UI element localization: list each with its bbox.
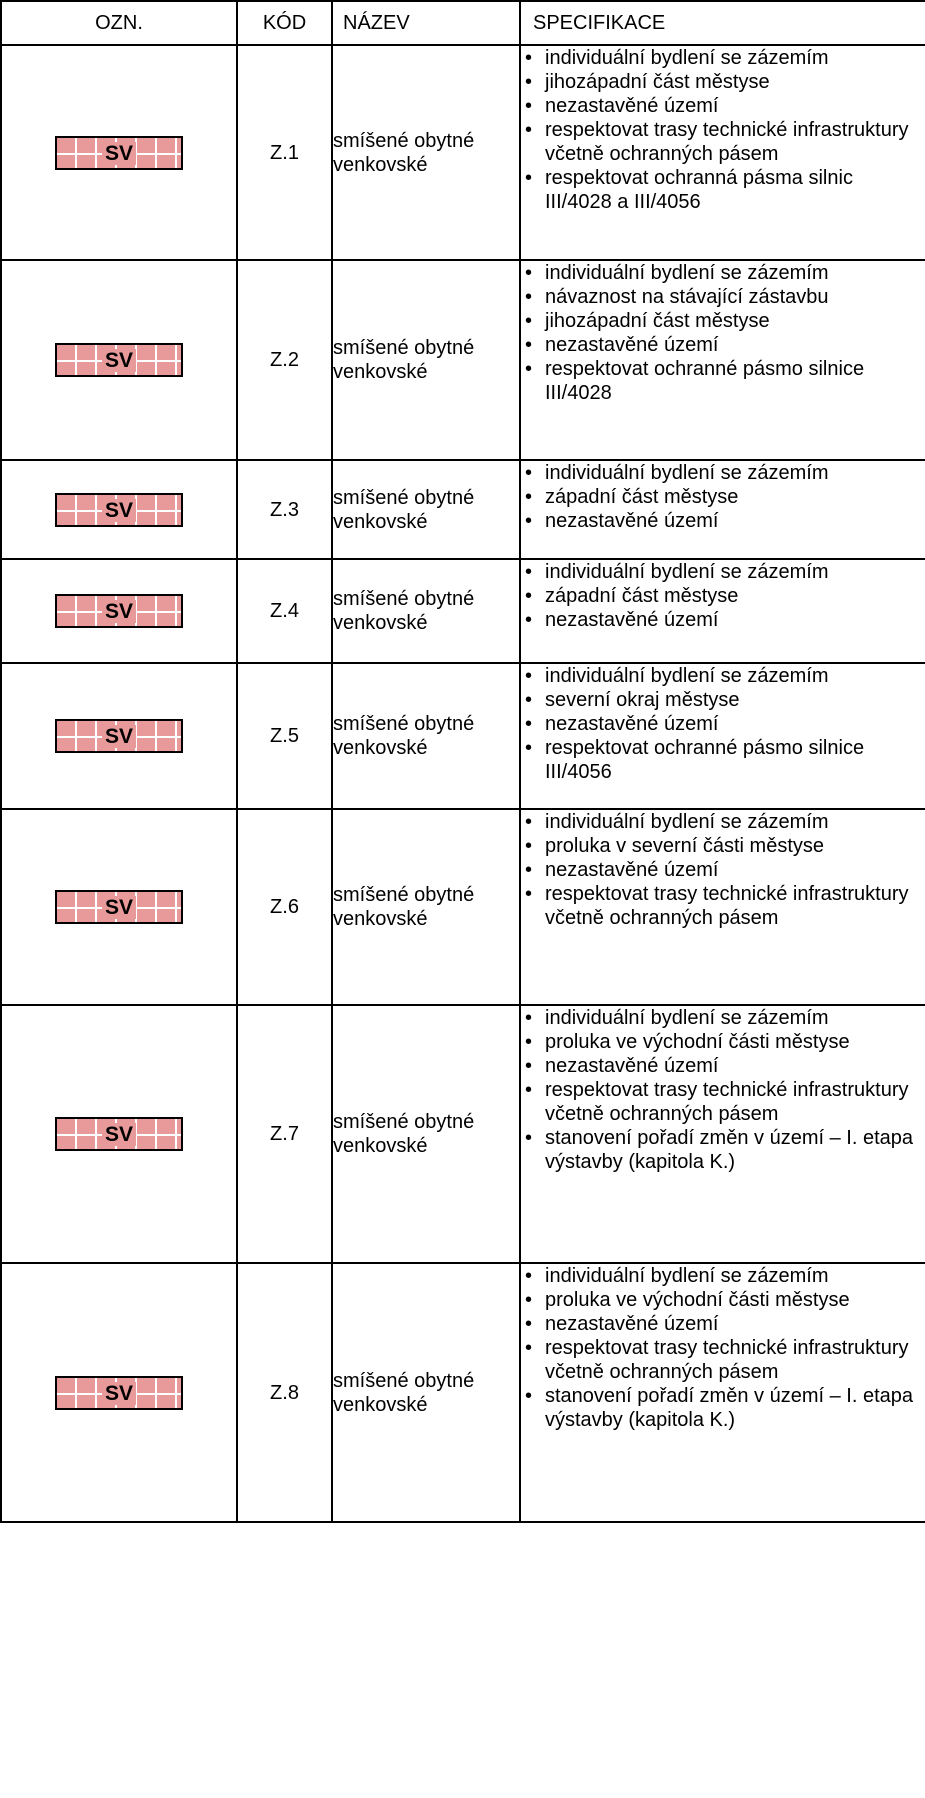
spec-item: • nezastavěné území [521,333,925,357]
spec-item: • individuální bydlení se zázemím [521,810,925,834]
table-body [1,45,925,1522]
zone-symbol-label: SV [102,896,136,919]
spec-item: • proluka ve východní části městyse [521,1288,925,1312]
spec-list [521,1006,925,1174]
ozn-cell [1,809,237,1005]
zone-symbol-badge [55,1117,183,1151]
zone-symbol-badge [55,1376,183,1410]
spec-item: • nezastavěné území [521,1054,925,1078]
spec-item: • nezastavěné území [521,858,925,882]
spec-item: • respektovat trasy technické infrastruktury včetně ochranných pásem [521,1078,925,1126]
kod-cell: Z.4 [237,559,332,663]
ozn-cell [1,663,237,809]
kod-cell: Z.6 [237,809,332,1005]
specifikace-cell [520,1005,925,1263]
zone-symbol-label: SV [102,349,136,372]
spec-item: • jihozápadní část městyse [521,70,925,94]
header-ozn: OZN. [1,1,237,45]
ozn-cell [1,559,237,663]
spec-item: • západní část městyse [521,485,925,509]
table-row [1,809,925,1005]
ozn-cell [1,1005,237,1263]
zone-symbol-badge [55,594,183,628]
zone-symbol-label: SV [102,499,136,522]
spec-item: • individuální bydlení se zázemím [521,1264,925,1288]
spec-item: • individuální bydlení se zázemím [521,560,925,584]
zone-symbol-text [57,1121,181,1149]
zone-symbol-text [57,723,181,751]
spec-item: • návaznost na stávající zástavbu [521,285,925,309]
table-row [1,1263,925,1522]
kod-cell: Z.3 [237,460,332,559]
zone-symbol-text [57,497,181,525]
kod-cell: Z.7 [237,1005,332,1263]
specifikace-cell [520,1263,925,1522]
table-row [1,460,925,559]
specifikace-cell [520,260,925,460]
table-row [1,260,925,460]
spec-item: • stanovení pořadí změn v území – I. etapa výstavby (kapitola K.) [521,1384,925,1432]
zone-symbol-label: SV [102,600,136,623]
zone-symbol-label: SV [102,1123,136,1146]
spec-item: • respektovat ochranné pásmo silnice III/4028 [521,357,925,405]
spec-list [521,46,925,214]
spec-item: • individuální bydlení se zázemím [521,261,925,285]
zone-symbol-badge [55,719,183,753]
nazev-cell: smíšené obytné venkovské [332,663,520,809]
zone-symbol-label: SV [102,142,136,165]
spec-item: • nezastavěné území [521,94,925,118]
nazev-cell: smíšené obytné venkovské [332,460,520,559]
spec-item: • severní okraj městyse [521,688,925,712]
specifikace-cell [520,559,925,663]
spec-item: • individuální bydlení se zázemím [521,46,925,70]
spec-item: • stanovení pořadí změn v území – I. etapa výstavby (kapitola K.) [521,1126,925,1174]
specifikace-cell [520,460,925,559]
kod-cell: Z.8 [237,1263,332,1522]
ozn-cell [1,1263,237,1522]
spec-list [521,560,925,632]
spec-item: • respektovat trasy technické infrastruktury včetně ochranných pásem [521,118,925,166]
zone-symbol-text [57,598,181,626]
ozn-cell [1,460,237,559]
table-row [1,45,925,260]
specifikace-cell [520,663,925,809]
header-row [1,1,925,45]
zone-symbol-text [57,1380,181,1408]
spec-list [521,810,925,930]
zone-symbol-badge [55,343,183,377]
zone-symbol-text [57,347,181,375]
spec-item: • nezastavěné území [521,712,925,736]
spec-list [521,461,925,533]
spec-item: • respektovat trasy technické infrastruktury včetně ochranných pásem [521,1336,925,1384]
nazev-cell: smíšené obytné venkovské [332,260,520,460]
zone-symbol-text [57,894,181,922]
spec-item: • západní část městyse [521,584,925,608]
zone-symbol-badge [55,493,183,527]
spec-list [521,1264,925,1432]
kod-cell: Z.2 [237,260,332,460]
nazev-cell: smíšené obytné venkovské [332,45,520,260]
table-row [1,663,925,809]
nazev-cell: smíšené obytné venkovské [332,809,520,1005]
spec-item: • individuální bydlení se zázemím [521,664,925,688]
spec-item: • nezastavěné území [521,608,925,632]
specifikace-cell [520,809,925,1005]
zone-symbol-label: SV [102,725,136,748]
nazev-cell: smíšené obytné venkovské [332,1263,520,1522]
spec-item: • jihozápadní část městyse [521,309,925,333]
spec-item: • individuální bydlení se zázemím [521,1006,925,1030]
spec-item: • respektovat ochranná pásma silnic III/4028 a III/4056 [521,166,925,214]
spec-item: • nezastavěné území [521,1312,925,1336]
kod-cell: Z.1 [237,45,332,260]
nazev-cell: smíšené obytné venkovské [332,1005,520,1263]
spec-item: • proluka v severní části městyse [521,834,925,858]
spec-item: • respektovat trasy technické infrastruktury včetně ochranných pásem [521,882,925,930]
table-row [1,1005,925,1263]
zone-symbol-badge [55,136,183,170]
spec-list [521,261,925,405]
header-nazev: NÁZEV [332,1,520,45]
nazev-cell: smíšené obytné venkovské [332,559,520,663]
header-kod: KÓD [237,1,332,45]
ozn-cell [1,260,237,460]
header-specifikace: SPECIFIKACE [520,1,925,45]
ozn-cell [1,45,237,260]
zone-symbol-label: SV [102,1382,136,1405]
specifikace-cell [520,45,925,260]
spec-item: • individuální bydlení se zázemím [521,461,925,485]
table-row [1,559,925,663]
zone-symbol-text [57,140,181,168]
spec-item: • nezastavěné území [521,509,925,533]
zone-symbol-badge [55,890,183,924]
spec-item: • proluka ve východní části městyse [521,1030,925,1054]
kod-cell: Z.5 [237,663,332,809]
spec-list [521,664,925,784]
spec-item: • respektovat ochranné pásmo silnice III/4056 [521,736,925,784]
